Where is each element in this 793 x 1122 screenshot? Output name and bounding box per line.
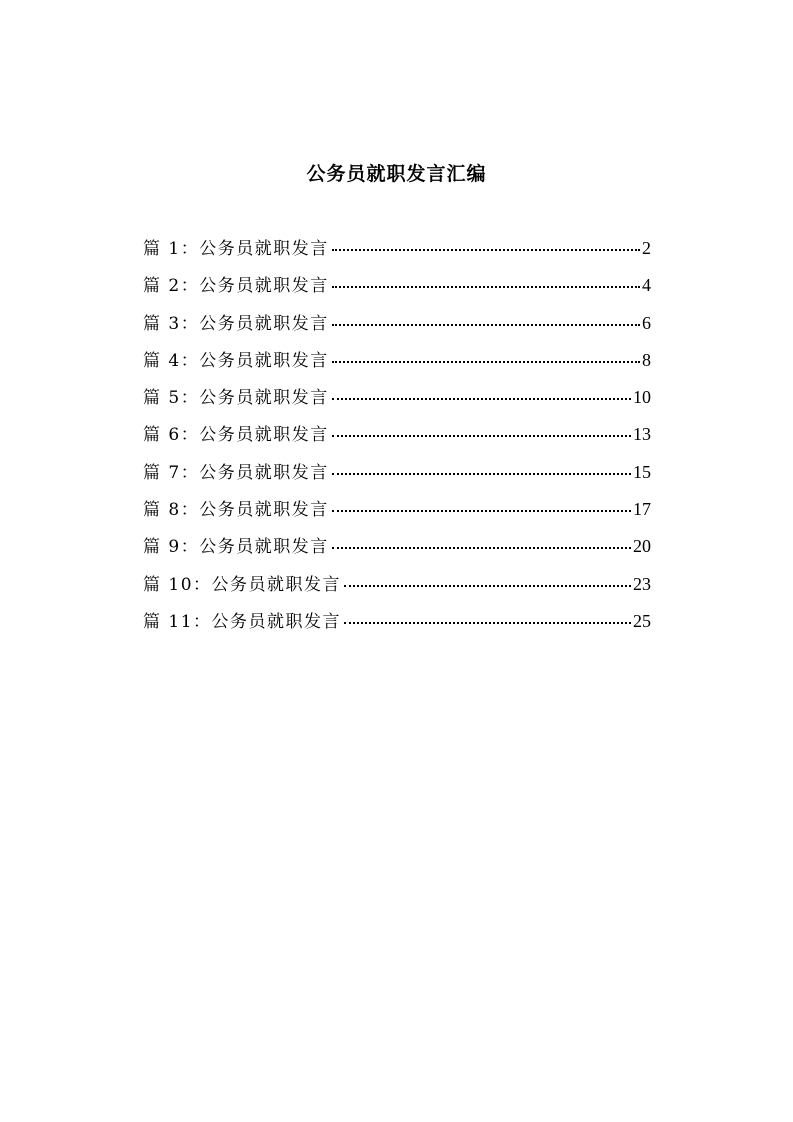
- toc-dot-leader: [332, 495, 631, 515]
- toc-page-number: 23: [633, 573, 651, 594]
- toc-dot-leader: [332, 383, 631, 403]
- toc-dot-leader: [332, 309, 640, 329]
- toc-entry[interactable]: [143, 532, 651, 569]
- toc-entry-label: 篇 9：公务员就职发言: [143, 537, 329, 558]
- toc-entry-label: 篇 1：公务员就职发言: [143, 239, 329, 259]
- toc-entry-label: 篇 10：公务员就职发言: [143, 574, 342, 595]
- toc-entry[interactable]: [143, 346, 651, 383]
- toc-entry-label: 篇 2：公务员就职发言: [143, 276, 329, 297]
- toc-page-number: 2: [642, 238, 651, 258]
- toc-dot-leader: [332, 458, 631, 478]
- toc-dot-leader: [332, 420, 631, 440]
- toc-dot-leader: [332, 271, 640, 291]
- toc-entry-label: 篇 11：公务员就职发言: [143, 611, 342, 632]
- toc-entry[interactable]: [143, 271, 651, 308]
- toc-entry[interactable]: [143, 607, 651, 644]
- toc-page-number: 15: [633, 461, 651, 482]
- toc-page-number: 8: [642, 349, 651, 370]
- toc-page-number: 17: [633, 499, 651, 520]
- toc-entry[interactable]: [143, 495, 651, 532]
- toc-entry[interactable]: [143, 458, 651, 495]
- toc-entry-label: 篇 6：公务员就职发言: [143, 425, 329, 446]
- table-of-contents: [143, 234, 651, 644]
- toc-entry-label: 篇 5：公务员就职发言: [143, 388, 329, 409]
- page-title: 公务员就职发言汇编: [306, 163, 487, 185]
- toc-entry[interactable]: [143, 309, 651, 346]
- toc-dot-leader: [332, 532, 631, 552]
- toc-dot-leader: [332, 346, 640, 366]
- toc-page-number: 4: [642, 275, 651, 296]
- toc-entry-label: 篇 3：公务员就职发言: [143, 313, 329, 334]
- toc-entry-label: 篇 7：公务员就职发言: [143, 462, 329, 483]
- toc-entry[interactable]: [143, 234, 651, 271]
- toc-entry[interactable]: [143, 383, 651, 420]
- toc-dot-leader: [332, 234, 640, 254]
- toc-dot-leader: [344, 570, 631, 590]
- toc-entry-label: 篇 8：公务员就职发言: [143, 500, 329, 521]
- toc-page-number: 10: [633, 387, 651, 408]
- toc-page-number: 25: [633, 610, 651, 631]
- toc-entry[interactable]: [143, 420, 651, 457]
- toc-entry-label: 篇 4：公务员就职发言: [143, 350, 329, 371]
- toc-page-number: 6: [642, 312, 651, 333]
- toc-page-number: 13: [633, 424, 651, 445]
- toc-dot-leader: [344, 607, 631, 627]
- toc-page-number: 20: [633, 536, 651, 557]
- toc-entry[interactable]: [143, 570, 651, 607]
